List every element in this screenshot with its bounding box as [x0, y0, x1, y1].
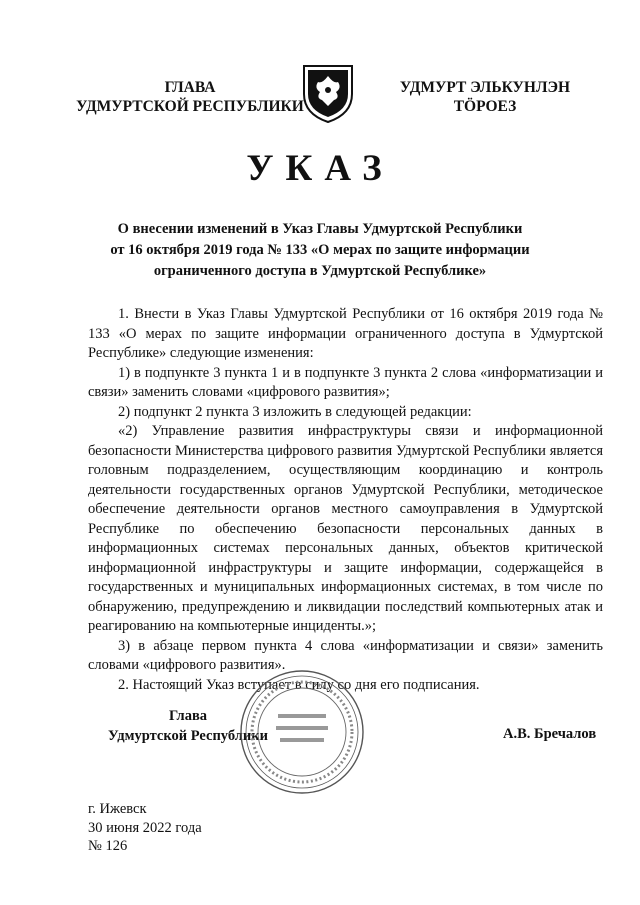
signatory-title-line1: Глава — [168, 708, 208, 724]
official-seal-icon — [238, 668, 366, 796]
paragraph: 1. Внести в Указ Главы Удмуртской Республики от 16 октября 2019 года № 133 «О мерах по защите информации ограниченного доступа в Удмуртской Республике» следующие изменения: — [88, 306, 603, 361]
paragraph: «2) Управление развития инфраструктуры связи и информационной безопасности Министерства цифрового развития Удмуртской Республики является головным подразделением, осуществляющим координацию и контроль деятельности государственных органов Удмуртской Республики, методическое обеспечение деятельности органов местного самоуправления в Удмуртской Республике по обеспечению безопасности персональных данных в информационных системах персональных данных, объектов критической информационной инфраструктуры и защите информации, содержащейся в государственных и муниципальных информационных системах, в том числе по обнаружению, предупреждению и ликвидации последствий компьютерных атак и реагированию на компьютерные инциденты.»; — [88, 423, 603, 634]
paragraph: 3) в абзаце первом пункта 4 слова «информатизации и связи» заменить словами «цифрового развития». — [88, 637, 603, 673]
subject-line3: ограниченного доступа в Удмуртской Республике» — [153, 263, 487, 279]
header-left-line1: ГЛАВА — [164, 79, 216, 96]
subject-line2: от 16 октября 2019 года № 133 «О мерах по защите информации — [110, 242, 530, 258]
paragraph: 1) в подпункте 3 пункта 1 и в подпункте 3 пункта 2 слова «информатизации и связи» заменить словами «цифрового развития»; — [88, 364, 603, 400]
paragraph: 2. Настоящий Указ вступает в силу со дня его подписания. — [118, 676, 480, 693]
header-right — [380, 78, 590, 116]
paragraph: 2) подпункт 2 пункта 3 изложить в следующей редакции: — [118, 403, 472, 420]
city: г. Ижевск — [88, 801, 147, 817]
header-right-line2: ТӦРОЕЗ — [453, 98, 517, 115]
signatory-name: А.В. Бречалов — [503, 726, 597, 742]
document-subject — [60, 219, 580, 282]
header-left — [60, 78, 320, 116]
coat-of-arms-icon — [296, 60, 360, 124]
place-date-block — [88, 800, 202, 856]
document-title: УКАЗ — [246, 148, 394, 189]
header-right-line1: УДМУРТ ЭЛЬКУНЛЭН — [399, 79, 571, 96]
document-body — [88, 305, 603, 695]
decree-number: № 126 — [88, 838, 128, 854]
signatory-title-line2: Удмуртской Республики — [108, 728, 268, 744]
header-left-line2: УДМУРТСКОЙ РЕСПУБЛИКИ — [76, 98, 304, 115]
subject-line1: О внесении изменений в Указ Главы Удмуртской Республики — [117, 221, 523, 237]
date: 30 июня 2022 года — [88, 819, 202, 836]
